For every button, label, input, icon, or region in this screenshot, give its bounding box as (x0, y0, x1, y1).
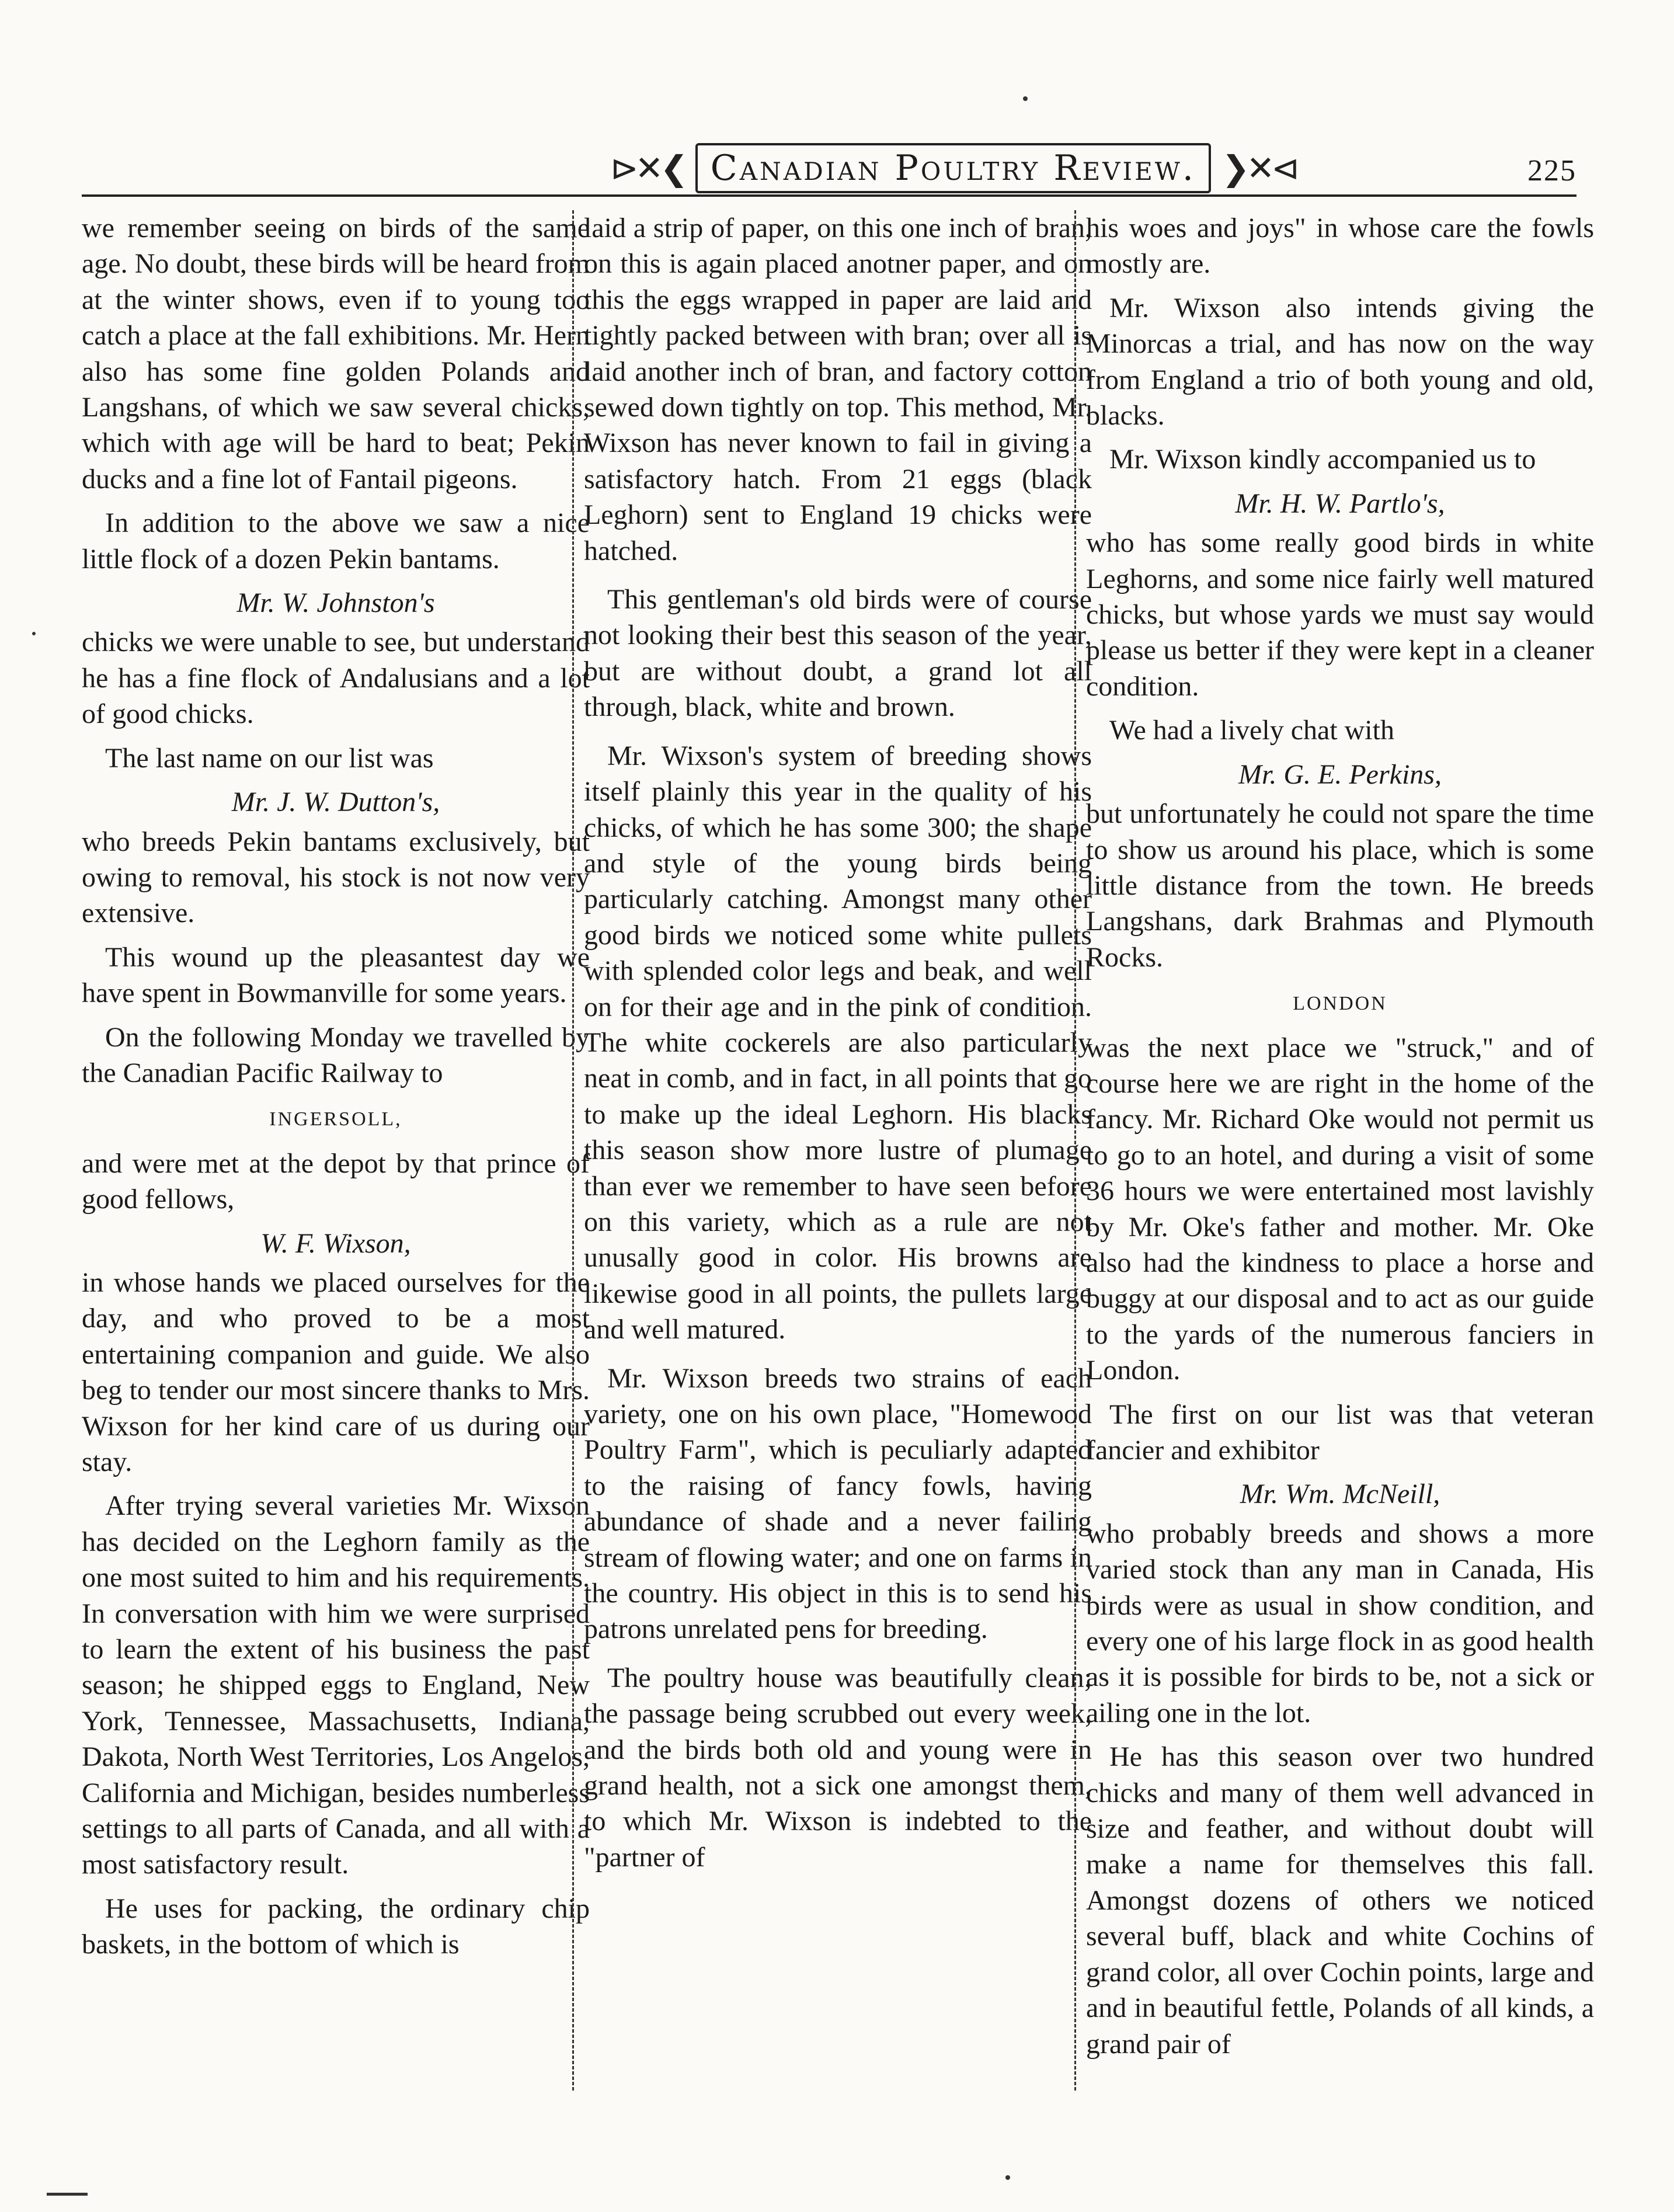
ornament-left-icon: ⊳✕❮ (610, 149, 685, 187)
place-heading: LONDON (1293, 993, 1387, 1015)
paragraph: The first on our list was that veteran fancier and exhibitor (1086, 1399, 1594, 1466)
paragraph: who breeds Pekin bantams exclusively, but owing to removal, his stock is not now very extensive. (82, 826, 590, 929)
paragraph: The poultry house was beautifully clean; the passage being scrubbed out every week, and the birds both old and young were in grand health, not a sick one amongst them, to which Mr. Wixson is indebted to the "partner of (584, 1662, 1092, 1873)
paragraph: laid a strip of paper, on this one inch of bran, on this is again placed anotner paper, and on this the eggs wrapped in paper are laid and tightly packed between with bran; over all is laid another inch of bran, and factory cotton sewed down tightly on top. This method, Mr. Wixson has never known to fail in giving a satisfactory hatch. From 21 eggs (black Leghorn) sent to England 19 chicks were hatched. (584, 213, 1092, 566)
paragraph: This gentleman's old birds were of course not looking their best this season of the year, but are without doubt, a grand lot all through, black, white and brown. (584, 584, 1092, 723)
breeder-name: Mr. W. Johnston's (236, 587, 435, 619)
paragraph: chicks we were unable to see, but understand he has a fine flock of Andalusians and a lot of good chicks. (82, 627, 590, 730)
paragraph: Mr. Wixson breeds two strains of each variety, one on his own place, "Homewood Poultry Farm", which is peculiarly adapted to the raising of fancy fowls, having abundance of shade and a never failing stream of flowing water; and one on farms in the country. His object in this is to send his patrons unrelated pens for breeding. (584, 1362, 1092, 1645)
breeder-name: Mr. G. E. Perkins, (1238, 759, 1442, 790)
column-divider (1074, 210, 1076, 2091)
paragraph: After trying several varieties Mr. Wixson has decided on the Leghorn family as the one most suited to him and his requirements. In conversation with him we were surprised to learn the extent of his business the past season; he shipped eggs to England, New York, Tennessee, Massachusetts, Indiana, Dakota, North West Territories, Los Angelos, California and Michigan, besides numberless settings to all parts of Canada, and all with a most satisfactory result. (82, 1490, 590, 1880)
paragraph: In addition to the above we saw a nice little flock of a dozen Pekin bantams. (82, 507, 590, 575)
paragraph: who has some really good birds in white Leghorns, and some nice fairly well matured chicks, but whose yards we must say would please us better if they were kept in a cleaner condition. (1086, 527, 1594, 702)
paragraph: This wound up the pleasantest day we have spent in Bowmanville for some years. (82, 941, 590, 1009)
footer-mark (47, 2193, 88, 2196)
masthead (610, 143, 1296, 193)
ornament-right-icon: ❯✕⊲ (1221, 149, 1296, 187)
paragraph: Mr. Wixson's system of breeding shows itself plainly this year in the quality of his chicks, of which he has some 300; the shape and style of the young birds being particularly catching. Amongst many other good birds we noticed some white pullets with splended color legs and beak, and well on for their age and in the pink of condition. The white cockerels are also particularly neat in comb, and in fact, in all points that go to make up the ideal Leghorn. His blacks this season show more lustre of plumage than ever we remember to have seen before on this variety, which as a rule are not unusally good in color. His browns are likewise good in all points, the pullets large and well matured. (584, 740, 1092, 1345)
print-speck (1023, 96, 1028, 101)
paragraph: who probably breeds and shows a more varied stock than any man in Canada, His birds were as usual in show condition, and every one of his large flock in as good health as it is possible for birds to be, not a sick or ailing one in the lot. (1086, 1518, 1594, 1728)
paragraph: We had a lively chat with (1109, 715, 1394, 746)
text-column-1 (82, 210, 590, 2091)
text-column-3 (1086, 210, 1594, 2091)
breeder-name: Mr. H. W. Partlo's, (1235, 488, 1445, 519)
text-column-2 (584, 210, 1092, 2091)
paragraph: we remember seeing on birds of the same age. No doubt, these birds will be heard from at the winter shows, even if to young too catch a place at the fall exhibitions. Mr. Hern also has some fine golden Polands and Langshans, of which we saw several chicks, which with age will be hard to beat; Pekin ducks and a fine lot of Fantail pigeons. (82, 213, 590, 495)
breeder-name: Mr. J. W. Dutton's, (231, 787, 440, 818)
paragraph: The last name on our list was (105, 742, 434, 774)
print-speck (32, 632, 36, 635)
paragraph: his woes and joys" in whose care the fowls mostly are. (1086, 213, 1594, 280)
paragraph: Mr. Wixson kindly accompanied us to (1109, 444, 1536, 475)
page-number: 225 (1527, 154, 1576, 187)
header-rule (82, 194, 1576, 197)
paragraph: He has this season over two hundred chicks and many of them well advanced in size and feather, and without doubt will make a name for themselves this fall. Amongst dozens of others we noticed several buff, black and white Cochins of grand color, all over Cochin points, large and and in beautiful fettle, Polands of all kinds, a grand pair of (1086, 1741, 1594, 2060)
paragraph: and were met at the depot by that prince of good fellows, (82, 1147, 590, 1215)
breeder-name: W. F. Wixson, (260, 1227, 411, 1259)
paragraph: but unfortunately he could not spare the time to show us around his place, which is some little distance from the town. He breeds Langshans, dark Brahmas and Plymouth Rocks. (1086, 798, 1594, 973)
journal-title: Canadian Poultry Review. (695, 143, 1211, 193)
paragraph: On the following Monday we travelled by the Canadian Pacific Railway to (82, 1021, 590, 1088)
paragraph: Mr. Wixson also intends giving the Minorcas a trial, and has now on the way from England a trio of both young and old, blacks. (1086, 292, 1594, 432)
page-header (82, 126, 1576, 196)
paragraph: in whose hands we placed ourselves for the day, and who proved to be a most entertaining companion and guide. We also beg to tender our most sincere thanks to Mrs. Wixson for her kind care of us during our stay. (82, 1267, 590, 1477)
place-heading: INGERSOLL, (269, 1108, 402, 1131)
breeder-name: Mr. Wm. McNeill, (1240, 1479, 1440, 1510)
print-speck (1005, 2175, 1010, 2180)
column-divider (572, 210, 574, 2091)
paragraph: He uses for packing, the ordinary chip baskets, in the bottom of which is (82, 1893, 590, 1960)
paragraph: was the next place we "struck," and of course here we are right in the home of the fancy. Mr. Richard Oke would not permit us to go to an hotel, and during a visit of some 36 hours we were entertained most lavishly by Mr. Oke's father and mother. Mr. Oke also had the kindness to place a horse and buggy at our disposal and to act as our guide to the yards of the numerous fanciers in London. (1086, 1032, 1594, 1386)
